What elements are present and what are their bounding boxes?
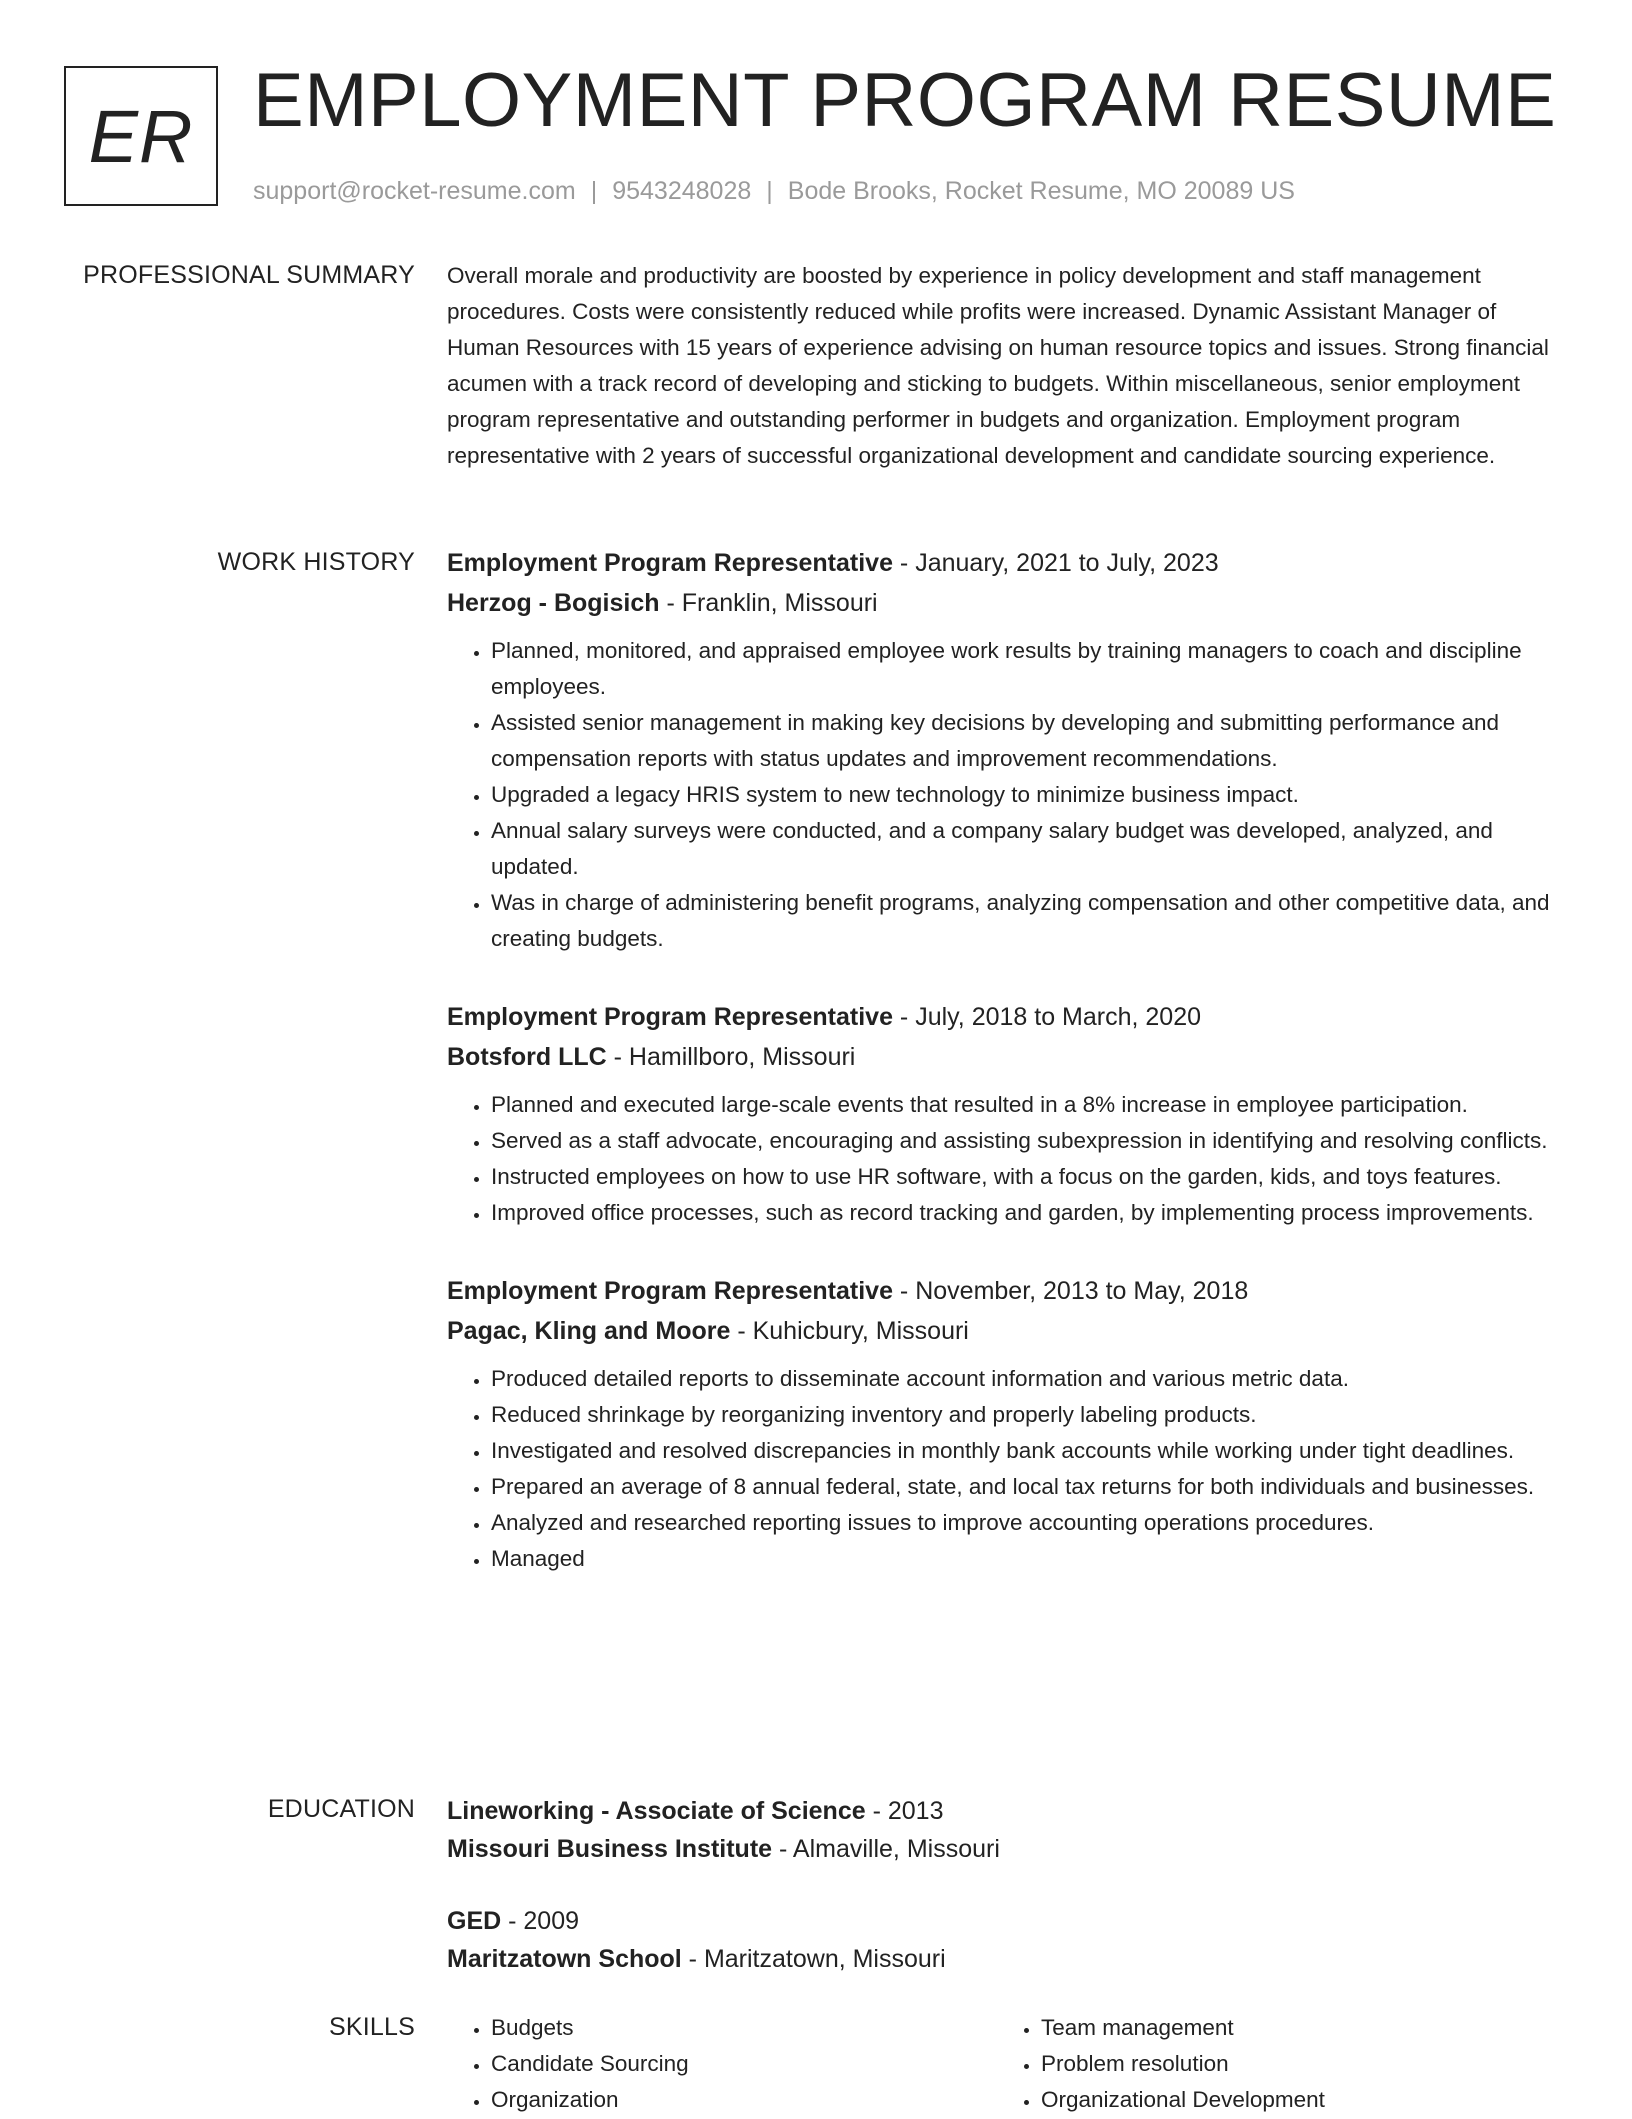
education-entry <box>447 1792 1565 1868</box>
education-entry <box>447 1902 1565 1978</box>
skill-item: • Organization <box>491 2082 997 2118</box>
job-entry <box>447 997 1565 1231</box>
skill-item: • Budgets <box>491 2010 997 2046</box>
job-bullet: • Improved office processes, such as record tracking and garden, by implementing process improvements. <box>491 1195 1565 1231</box>
job-bullet: • Instructed employees on how to use HR software, with a focus on the garden, kids, and toys features. <box>491 1159 1565 1195</box>
education-school-line <box>447 1940 1565 1978</box>
education-school: Maritzatown School <box>447 1945 682 1973</box>
education-degree: Lineworking - Associate of Science <box>447 1797 866 1825</box>
job-company-line <box>447 583 1565 623</box>
job-company: Herzog - Bogisich <box>447 589 660 617</box>
education-degree-line <box>447 1792 1565 1830</box>
job-bullet: • Produced detailed reports to disseminate account information and various metric data. <box>491 1361 1565 1397</box>
job-bullets <box>447 1361 1565 1577</box>
job-title: Employment Program Representative <box>447 549 893 577</box>
job-entry <box>447 543 1565 957</box>
job-dates: - January, 2021 to July, 2023 <box>892 549 1219 577</box>
skill-item: • Team management <box>1041 2010 1547 2046</box>
summary-body <box>447 258 1565 474</box>
job-dates: - November, 2013 to May, 2018 <box>892 1277 1249 1305</box>
job-entry <box>447 1271 1565 1577</box>
contact-separator: | <box>590 177 598 205</box>
resume-title: EMPLOYMENT PROGRAM RESUME <box>253 58 1557 143</box>
job-location: - Hamillboro, Missouri <box>606 1043 856 1071</box>
skills-body <box>447 2010 1565 2118</box>
job-bullet: • Prepared an average of 8 annual federal, state, and local tax returns for both individuals and businesses. <box>491 1469 1565 1505</box>
monogram-box <box>64 66 218 206</box>
job-bullet: • Was in charge of administering benefit programs, analyzing compensation and other competitive data, and creating budgets. <box>491 885 1565 957</box>
job-company: Pagac, Kling and Moore <box>447 1317 731 1345</box>
job-bullets <box>447 633 1565 957</box>
section-label-skills: SKILLS <box>329 2013 415 2041</box>
contact-separator: | <box>766 177 773 205</box>
skill-item: • Organizational Development <box>1041 2082 1547 2118</box>
education-year: - 2013 <box>865 1797 944 1825</box>
contact-email: support@rocket-resume.com <box>253 177 576 205</box>
education-school-line <box>447 1830 1565 1868</box>
job-bullet: • Planned, monitored, and appraised employee work results by training managers to coach and discipline employees. <box>491 633 1565 705</box>
monogram-initials: ER <box>88 94 194 178</box>
section-label-work-history: WORK HISTORY <box>217 548 415 576</box>
skills-list-right <box>997 2010 1547 2118</box>
job-bullets <box>447 1087 1565 1231</box>
job-bullet: • Managed <box>491 1541 1565 1577</box>
education-body <box>447 1792 1565 2012</box>
job-company: Botsford LLC <box>447 1043 607 1071</box>
job-company-line <box>447 1311 1565 1351</box>
job-bullet: • Analyzed and researched reporting issues to improve accounting operations procedures. <box>491 1505 1565 1541</box>
education-location: - Maritzatown, Missouri <box>681 1945 946 1973</box>
education-location: - Almaville, Missouri <box>772 1835 1000 1863</box>
skills-columns <box>447 2010 1565 2118</box>
contact-address: Bode Brooks, Rocket Resume, MO 20089 US <box>787 177 1295 205</box>
job-bullet: • Upgraded a legacy HRIS system to new technology to minimize business impact. <box>491 777 1565 813</box>
job-bullet: • Investigated and resolved discrepancies in monthly bank accounts while working under tight deadlines. <box>491 1433 1565 1469</box>
job-title-line <box>447 543 1565 583</box>
education-degree-line <box>447 1902 1565 1940</box>
section-label-education: EDUCATION <box>267 1795 415 1823</box>
job-title-line <box>447 1271 1565 1311</box>
job-bullet: • Planned and executed large-scale events that resulted in a 8% increase in employee participation. <box>491 1087 1565 1123</box>
job-bullet: • Served as a staff advocate, encouraging and assisting subexpression in identifying and resolving conflicts. <box>491 1123 1565 1159</box>
job-location: - Franklin, Missouri <box>659 589 878 617</box>
job-title-line <box>447 997 1565 1037</box>
work-history-body <box>447 543 1565 1617</box>
job-bullet: • Reduced shrinkage by reorganizing inventory and properly labeling products. <box>491 1397 1565 1433</box>
job-title: Employment Program Representative <box>447 1277 893 1305</box>
job-title: Employment Program Representative <box>447 1003 893 1031</box>
education-degree: GED <box>447 1907 502 1935</box>
job-bullet: • Annual salary surveys were conducted, and a company salary budget was developed, analyzed, and updated. <box>491 813 1565 885</box>
section-label-summary: PROFESSIONAL SUMMARY <box>83 261 415 289</box>
job-dates: - July, 2018 to March, 2020 <box>892 1003 1202 1031</box>
contact-line <box>253 174 1295 208</box>
education-school: Missouri Business Institute <box>447 1835 773 1863</box>
job-location: - Kuhicbury, Missouri <box>730 1317 969 1345</box>
contact-phone: 9543248028 <box>612 177 752 205</box>
job-bullet: • Assisted senior management in making key decisions by developing and submitting performance and compensation reports with status updates and improvement recommendations. <box>491 705 1565 777</box>
skill-item: • Problem resolution <box>1041 2046 1547 2082</box>
summary-text: Overall morale and productivity are boosted by experience in policy development and staff management procedures. Costs were consistently reduced while profits were increased. Dynamic Assistant Manager of Human Resources with 15 years of experience advising on human resource topics and issues. Strong financial acumen with a track record of developing and sticking to budgets. Within miscellaneous, senior employment program representative and outstanding performer in budgets and organization. Employment program representative with 2 years of successful organizational development and candidate sourcing experience. <box>447 263 1549 468</box>
skill-item: • Candidate Sourcing <box>491 2046 997 2082</box>
education-year: - 2009 <box>501 1907 580 1935</box>
job-company-line <box>447 1037 1565 1077</box>
skills-list-left <box>447 2010 997 2118</box>
